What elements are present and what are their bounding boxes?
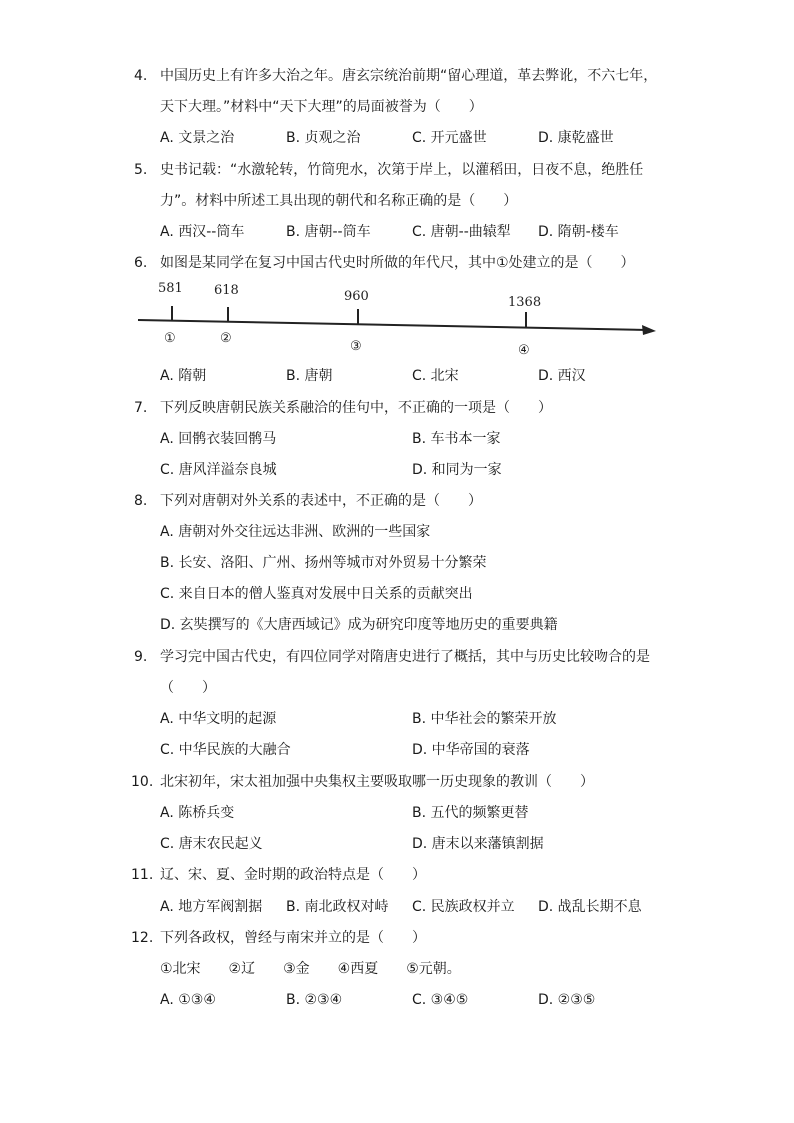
question-stem-line: （ ） [160, 680, 216, 696]
timeline-marker-label: ② [220, 331, 232, 346]
question-number: 8. [134, 493, 148, 509]
question-choices-line: ①北宋 ②辽 ③金 ④西夏 ⑤元朝。 [160, 961, 461, 977]
option-c[interactable]: C. 开元盛世 [412, 130, 487, 146]
option-d[interactable]: D. 康乾盛世 [538, 130, 614, 146]
question-stem-line: 如图是某同学在复习中国古代史时所做的年代尺，其中①处建立的是（ ） [160, 255, 635, 271]
option-c[interactable]: C. 来自日本的僧人鉴真对发展中日关系的贡献突出 [160, 586, 473, 602]
timeline-year-label: 1368 [508, 295, 542, 310]
option-d[interactable]: D. 隋朝-楼车 [538, 224, 619, 240]
question-number: 6. [134, 255, 148, 271]
question-stem-line: 下列对唐朝对外关系的表述中，不正确的是（ ） [160, 493, 482, 509]
question-number: 10. [131, 774, 154, 790]
timeline-year-label: 581 [158, 281, 183, 296]
option-c[interactable]: C. 北宋 [412, 368, 459, 384]
question-number: 12. [131, 930, 154, 946]
option-a[interactable]: A. 地方军阀割据 [160, 899, 263, 915]
question-number: 9. [134, 649, 148, 665]
timeline-axis [138, 320, 648, 330]
option-c[interactable]: C. 唐风洋溢奈良城 [160, 462, 277, 478]
option-b[interactable]: B. 唐朝--筒车 [286, 224, 371, 240]
question-stem-line: 天下大理。”材料中“天下大理”的局面被誉为（ ） [160, 99, 483, 115]
timeline-marker-label: ④ [518, 343, 530, 358]
option-d[interactable]: D. 西汉 [538, 368, 586, 384]
question-stem-line: 中国历史上有许多大治之年。唐玄宗统治前期“留心理道，革去弊讹，不六七年， [160, 68, 658, 84]
question-stem-line: 史书记载：“水激轮转，竹筒兜水，次第于岸上，以灌稻田，日夜不息，绝胜任 [160, 162, 644, 178]
option-c[interactable]: C. 唐末农民起义 [160, 836, 263, 852]
option-d[interactable]: D. 中华帝国的衰落 [412, 742, 530, 758]
question-stem-line: 下列反映唐朝民族关系融洽的佳句中，不正确的一项是（ ） [160, 400, 552, 416]
option-a[interactable]: A. 隋朝 [160, 368, 207, 384]
option-b[interactable]: B. 南北政权对峙 [286, 899, 389, 915]
option-d[interactable]: D. 和同为一家 [412, 462, 502, 478]
timeline-marker-label: ① [164, 331, 176, 346]
question-stem-line: 辽、宋、夏、金时期的政治特点是（ ） [160, 867, 426, 883]
option-c[interactable]: C. 中华民族的大融合 [160, 742, 291, 758]
option-b[interactable]: B. 中华社会的繁荣开放 [412, 711, 557, 727]
timeline-arrowhead [642, 325, 656, 335]
option-d[interactable]: D. 战乱长期不息 [538, 899, 642, 915]
option-a[interactable]: A. 西汉--筒车 [160, 224, 245, 240]
option-a[interactable]: A. 回鹘衣装回鹘马 [160, 431, 277, 447]
option-a[interactable]: A. 文景之治 [160, 130, 235, 146]
option-c[interactable]: C. 唐朝--曲辕犁 [412, 224, 511, 240]
timeline-year-label: 618 [214, 283, 239, 298]
option-a[interactable]: A. 中华文明的起源 [160, 711, 277, 727]
timeline-figure [134, 276, 664, 362]
option-d[interactable]: D. ②③⑤ [538, 992, 596, 1008]
option-c[interactable]: C. 民族政权并立 [412, 899, 515, 915]
option-b[interactable]: B. 五代的频繁更替 [412, 805, 529, 821]
option-b[interactable]: B. 唐朝 [286, 368, 333, 384]
option-b[interactable]: B. 长安、洛阳、广州、扬州等城市对外贸易十分繁荣 [160, 555, 487, 571]
timeline-year-label: 960 [344, 289, 369, 304]
option-a[interactable]: A. ①③④ [160, 992, 216, 1008]
option-b[interactable]: B. 车书本一家 [412, 431, 501, 447]
option-d[interactable]: D. 玄奘撰写的《大唐西域记》成为研究印度等地历史的重要典籍 [160, 617, 558, 633]
option-c[interactable]: C. ③④⑤ [412, 992, 469, 1008]
question-stem-line: 学习完中国古代史，有四位同学对隋唐史进行了概括，其中与历史比较吻合的是 [160, 649, 650, 665]
option-d[interactable]: D. 唐末以来藩镇割据 [412, 836, 544, 852]
question-stem-line: 北宋初年，宋太祖加强中央集权主要吸取哪一历史现象的教训（ ） [160, 774, 594, 790]
option-a[interactable]: A. 陈桥兵变 [160, 805, 235, 821]
question-number: 11. [131, 867, 154, 883]
question-stem-line: 下列各政权，曾经与南宋并立的是（ ） [160, 930, 426, 946]
timeline-marker-label: ③ [350, 339, 362, 354]
option-b[interactable]: B. 贞观之治 [286, 130, 361, 146]
question-stem-line: 力”。材料中所述工具出现的朝代和名称正确的是（ ） [160, 193, 518, 209]
question-number: 7. [134, 400, 148, 416]
option-b[interactable]: B. ②③④ [286, 992, 343, 1008]
question-number: 4. [134, 68, 148, 84]
question-number: 5. [134, 162, 148, 178]
option-a[interactable]: A. 唐朝对外交往远达非洲、欧洲的一些国家 [160, 524, 431, 540]
